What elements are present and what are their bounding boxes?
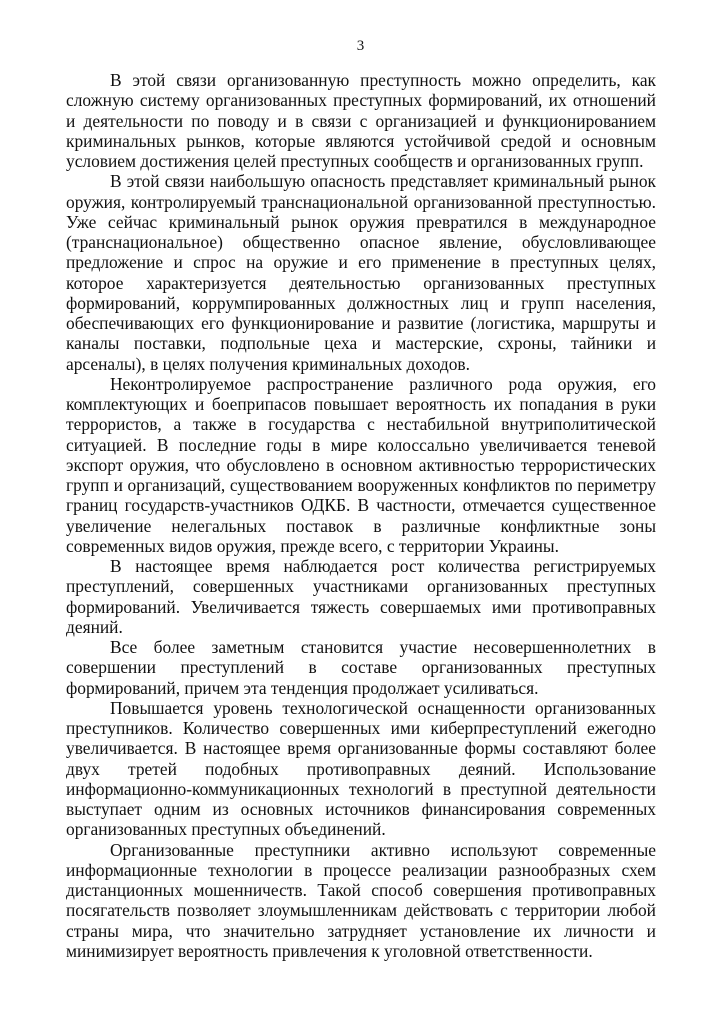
document-body [66,70,656,961]
paragraph: В настоящее время наблюдается рост количества регистрируемых преступлений, совершенных участниками организованных преступных формирований. Увеличивается тяжесть совершаемых ими противоправных деяний. [66,556,656,637]
page-number: 3 [356,38,365,54]
paragraph: Организованные преступники активно используют современные информационные технологии в процессе реализации разнообразных схем дистанционных мошенничеств. Такой способ совершения противоправных посягательств позволяет злоумышленникам действовать с территории любой страны мира, что значительно затрудняет установление их личности и минимизирует вероятность привлечения к уголовной ответственности. [66,839,656,961]
paragraph: Повышается уровень технологической оснащенности организованных преступников. Количество совершенных ими киберпреступлений ежегодно увеличивается. В настоящее время организованные формы составляют более двух третей подобных противоправных деяний. Использование информационно-коммуникационных технологий в преступной деятельности выступает одним из основных источников финансирования современных организованных преступных объединений. [66,697,656,840]
paragraph: Неконтролируемое распространение различного рода оружия, его комплектующих и боеприпасов повышает вероятность их попадания в руки террористов, а также в государства с нестабильной внутриполитической ситуацией. В последние годы в мире колоссально увеличивается теневой экспорт оружия, что обусловлено в основном активностью террористических групп и организаций, существованием вооруженных конфликтов по периметру границ государств-участников ОДКБ. В частности, отмечается существенное увеличение нелегальных поставок в различные конфликтные зоны современных видов оружия, прежде всего, с территории Украины. [66,373,656,556]
paragraph: В этой связи наибольшую опасность представляет криминальный рынок оружия, контролируемый транснациональной организованной преступностью. Уже сейчас криминальный рынок оружия превратился в международное (транснациональное) общественно опасное явление, обусловливающее предложение и спрос на оружие и его применение в преступных целях, которое характеризуется деятельностью организованных преступных формирований, коррумпированных должностных лиц и групп населения, обеспечивающих его функционирование и развитие (логистика, маршруты и каналы поставки, подпольные цеха и мастерские, схроны, тайники и арсеналы), в целях получения криминальных доходов. [66,171,656,374]
paragraph: В этой связи организованную преступность можно определить, как сложную систему организованных преступных формирований, их отношений и деятельности по поводу и в связи с организацией и функционированием криминальных рынков, которые являются устойчивой средой и основным условием достижения целей преступных сообществ и организованных групп. [66,70,656,171]
paragraph: Все более заметным становится участие несовершеннолетних в совершении преступлений в составе организованных преступных формирований, причем эта тенденция продолжает усиливаться. [66,637,656,698]
